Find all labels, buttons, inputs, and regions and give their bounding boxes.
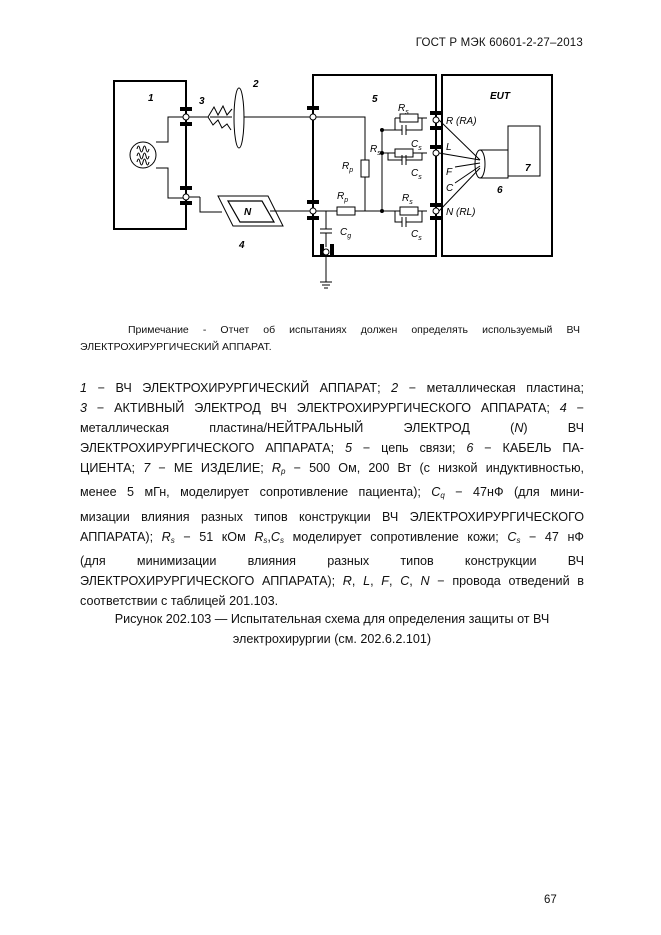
- caption-line-2: электрохирургии (см. 202.6.2.101): [232, 632, 432, 646]
- document-header: ГОСТ Р МЭК 60601-2-27–2013: [415, 37, 583, 49]
- figure-legend: 1 − ВЧ ЭЛЕКТРОХИРУРГИЧЕСКИЙ АППАРАТ; 2 − металлическая пластина; 3 − АКТИВНЫЙ ЭЛЕКТРОД ВЧ ЭЛЕКТРОХИРУРГИЧЕСКОГО АППАРАТА; 4 − металлическая пластина/НЕЙТРАЛЬНЫЙ ЭЛЕКТРОД (N) ВЧ ЭЛЕКТРОХИРУРГИЧЕСКОГО АППАРАТА; 5 − цепь связи; 6 − КАБЕЛЬ ПА- ЦИЕНТА; 7 − МЕ ИЗДЕЛИЕ; $R_p - 500$ Ом, 200 Вт (с низкой индуктивностью, менее 5 мГн, моделирует сопротивление пациента); $C_q - 47нФ$ (для мини- мизации влияния разных типов конструкции ВЧ ЭЛЕКТРОХИРУРГИЧЕСКОГО АППАРАТА); $R_s - 51$ кОм $R_s,C_s$ моделирует сопротивление кожи; $C_s - 47$ нФ (для минимизации влияния разных типов конструкции ВЧ ЭЛЕКТРОХИРУРГИЧЕСКОГО АППАРАТА); R, L, F, C, N − провода отведений в соответствии с таблицей 201.103.: [80, 381, 585, 608]
- resistor-rp-horizontal: [337, 207, 355, 215]
- test-circuit-figure: [0, 0, 661, 305]
- label-5: 5: [372, 94, 378, 105]
- lead-label-c: C: [446, 183, 454, 194]
- spark-icon: [208, 106, 232, 130]
- label-rp-horizontal: $R_p$: [337, 191, 349, 204]
- label-6: 6: [497, 185, 503, 196]
- label-rs-mid: $R_s$: [370, 144, 381, 157]
- resistor-rp-vertical: [361, 160, 369, 177]
- me-equipment-box: [508, 126, 540, 176]
- note-line-2: ЭЛЕКТРОХИРУРГИЧЕСКИЙ АППАРАТ.: [80, 341, 272, 353]
- label-1: 1: [148, 93, 154, 104]
- label-cg: $C_g$: [340, 227, 352, 240]
- lead-label-l: L: [446, 142, 452, 153]
- caption-line-1: Рисунок 202.103 — Испытательная схема для определения защиты от ВЧ: [114, 612, 550, 626]
- label-rs-bottom: $R_s$: [402, 193, 413, 206]
- figure-note: [80, 322, 580, 356]
- resistor-rs-rl: [400, 207, 418, 215]
- eut-box: [442, 75, 552, 256]
- label-4: 4: [239, 240, 245, 251]
- lead-label-f: F: [446, 167, 453, 178]
- label-cs-top: $C_s$: [411, 139, 422, 152]
- resistor-rs-ra: [400, 114, 418, 122]
- patient-cable: [480, 150, 508, 178]
- label-3: 3: [199, 96, 205, 107]
- lead-label-nrl: N (RL): [446, 207, 476, 218]
- resistor-rs-l: [395, 149, 413, 157]
- label-rp-vertical: $R_p$: [342, 161, 354, 174]
- label-cs-mid: $C_s$: [411, 168, 422, 181]
- label-2: 2: [253, 79, 259, 90]
- metal-plate-2: [234, 88, 244, 148]
- label-eut: EUT: [490, 91, 510, 102]
- lead-label-ra: R (RA): [446, 116, 477, 127]
- ground-icon: [320, 282, 332, 288]
- label-cs-bottom: $C_s$: [411, 229, 422, 242]
- label-7: 7: [525, 163, 531, 174]
- page-number: 67: [544, 894, 557, 906]
- label-n: N: [244, 207, 252, 218]
- label-rs-top: $R_s$: [398, 103, 409, 116]
- figure-caption: [80, 609, 584, 649]
- note-line-1: Примечание - Отчет об испытаниях должен определять используемый ВЧ: [128, 324, 580, 336]
